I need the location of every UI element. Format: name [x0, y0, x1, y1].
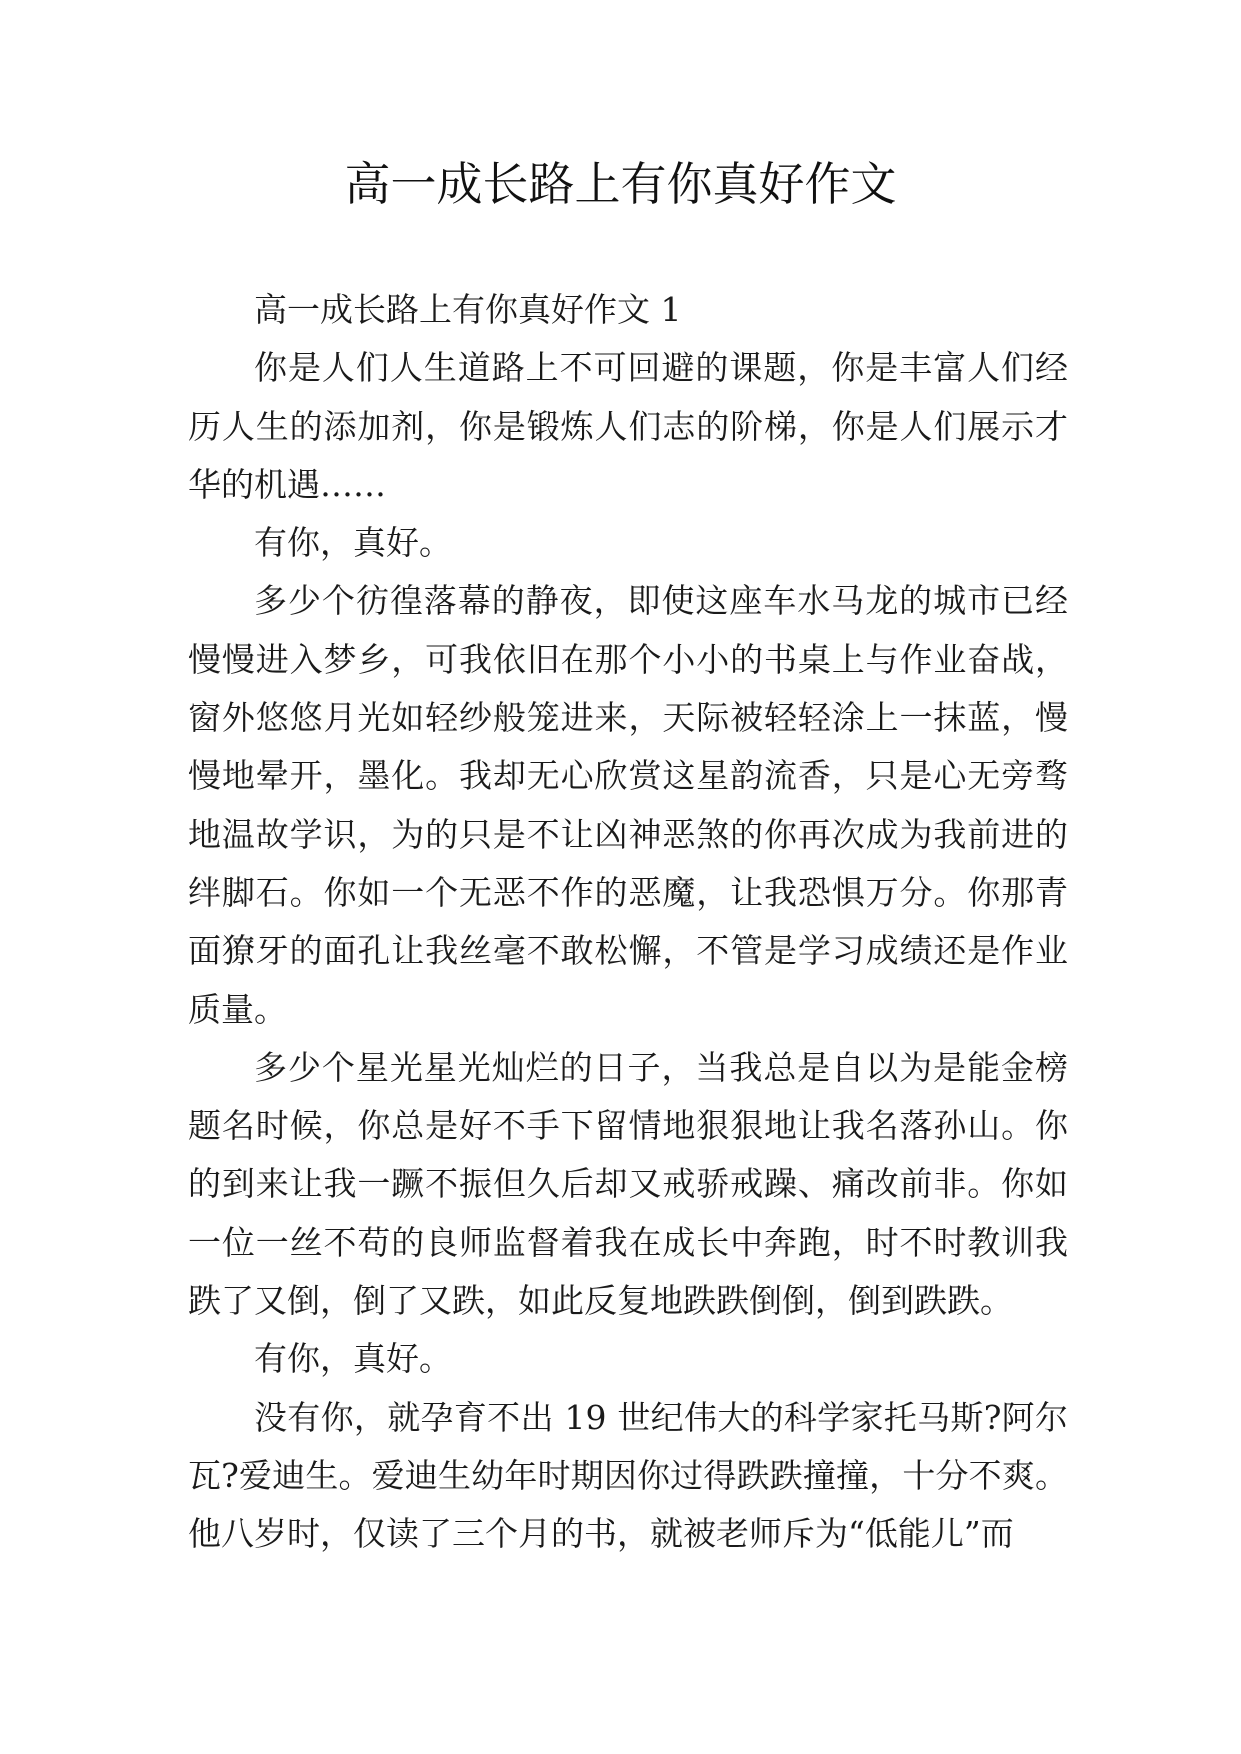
paragraph: 有你，真好。: [254, 1339, 452, 1379]
document-body: [188, 281, 1068, 1564]
paragraph: 没有你，就孕育不出 19 世纪伟大的科学家托马斯?阿尔瓦?爱迪生。爱迪生幼年时期因你过得跌跌撞撞，十分不爽。他八岁时，仅读了三个月的书，就被老师斥为“低能儿”而: [188, 1397, 1068, 1554]
paragraph: 有你，真好。: [254, 523, 452, 563]
section-heading: 高一成长路上有你真好作文 1: [254, 290, 682, 329]
paragraph: 多少个彷徨落幕的静夜，即使这座车水马龙的城市已经慢慢进入梦乡，可我依旧在那个小小的书桌上与作业奋战，窗外悠悠月光如轻纱般笼进来，天际被轻轻涂上一抹蓝，慢慢地晕开，墨化。我却无心欣赏这星韵流香，只是心无旁骛地温故学识，为的只是不让凶神恶煞的你再次成为我前进的绊脚石。你如一个无恶不作的恶魔，让我恐惧万分。你那青面獠牙的面孔让我丝毫不敢松懈，不管是学习成绩还是作业质量。: [188, 581, 1068, 1029]
paragraph: 你是人们人生道路上不可回避的课题，你是丰富人们经历人生的添加剂，你是锻炼人们志的阶梯，你是人们展示才华的机遇……: [188, 348, 1068, 504]
paragraph: 多少个星光星光灿烂的日子，当我总是自以为是能金榜题名时候，你总是好不手下留情地狠狠地让我名落孙山。你的到来让我一蹶不振但久后却又戒骄戒躁、痛改前非。你如一位一丝不苟的良师监督着我在成长中奔跑，时不时教训我跌了又倒，倒了又跌，如此反复地跌跌倒倒，倒到跌跌。: [188, 1047, 1068, 1321]
document-title: 高一成长路上有你真好作文: [344, 157, 897, 211]
